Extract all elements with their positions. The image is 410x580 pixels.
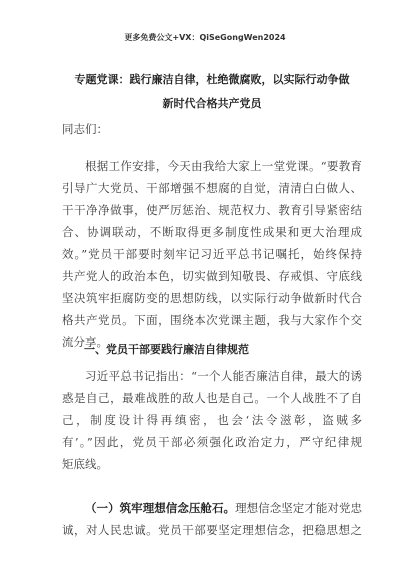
salutation-text: 同志们： xyxy=(62,122,108,136)
paragraph-subsection1 xyxy=(62,497,362,541)
title-line: 新时代合格共产党员 xyxy=(162,97,262,110)
section-heading: 一、党员干部要践行廉洁自律规范 xyxy=(84,343,249,356)
paragraph-line: 共产党人的政治本色，切实做到知敬畏、存戒惧、守底线 xyxy=(62,269,362,283)
paragraph-intro xyxy=(62,155,362,353)
document-title xyxy=(62,68,362,116)
subsection-lead: （一）筑牢理想信念压舱石。 xyxy=(85,501,236,515)
paragraph-line: 坚决筑牢拒腐防变的思想防线，以实际行动争做新时代合 xyxy=(62,291,362,305)
page-header: 更多免费公文+VX：QiSeGongWen2024 xyxy=(124,33,286,42)
paragraph-line: 矩底线。 xyxy=(62,457,108,471)
paragraph-line xyxy=(62,497,362,519)
title-line: 专题党课：践行廉洁自律，杜绝微腐败，以实际行动争做 xyxy=(74,73,350,86)
paragraph-line: 引导广大党员、干部增强不想腐的自觉，清清白白做人、 xyxy=(62,181,362,195)
paragraph-line: 格共产党员。下面，围绕本次党课主题，我与大家作个交 xyxy=(62,313,362,327)
paragraph-line: 合、协调联动，不断取得更多制度性成果和更大治理成 xyxy=(62,225,362,239)
paragraph-line: 惑是自己，最难战胜的敌人也是自己。一个人战胜不了自 xyxy=(62,391,362,405)
paragraph-line: 根据工作安排，今天由我给大家上一堂党课。“要教育 xyxy=(85,159,362,173)
salutation xyxy=(62,118,362,140)
paragraph-line: 有’。”因此，党员干部必须强化政治定力，严守纪律规 xyxy=(62,435,362,449)
paragraph-line: 诚，对人民忠诚。党员干部要坚定理想信念，把稳思想之 xyxy=(62,523,362,537)
paragraph-line: 习近平总书记指出：“一个人能否廉洁自律，最大的诱 xyxy=(85,369,362,383)
paragraph-line: 己，制度设计得再缜密，也会‘法令滋彰，盗贼多 xyxy=(62,413,362,427)
paragraph-line: 流分享。 xyxy=(62,335,108,349)
paragraph-section1 xyxy=(62,365,362,475)
paragraph-line: 效。”党员干部要时刻牢记习近平总书记嘱托，始终保持 xyxy=(62,247,362,261)
paragraph-line: 干干净净做事，使严厉惩治、规范权力、教育引导紧密结 xyxy=(62,203,362,217)
subsection-text: 理想信念坚定才能对党忠 xyxy=(235,501,362,515)
